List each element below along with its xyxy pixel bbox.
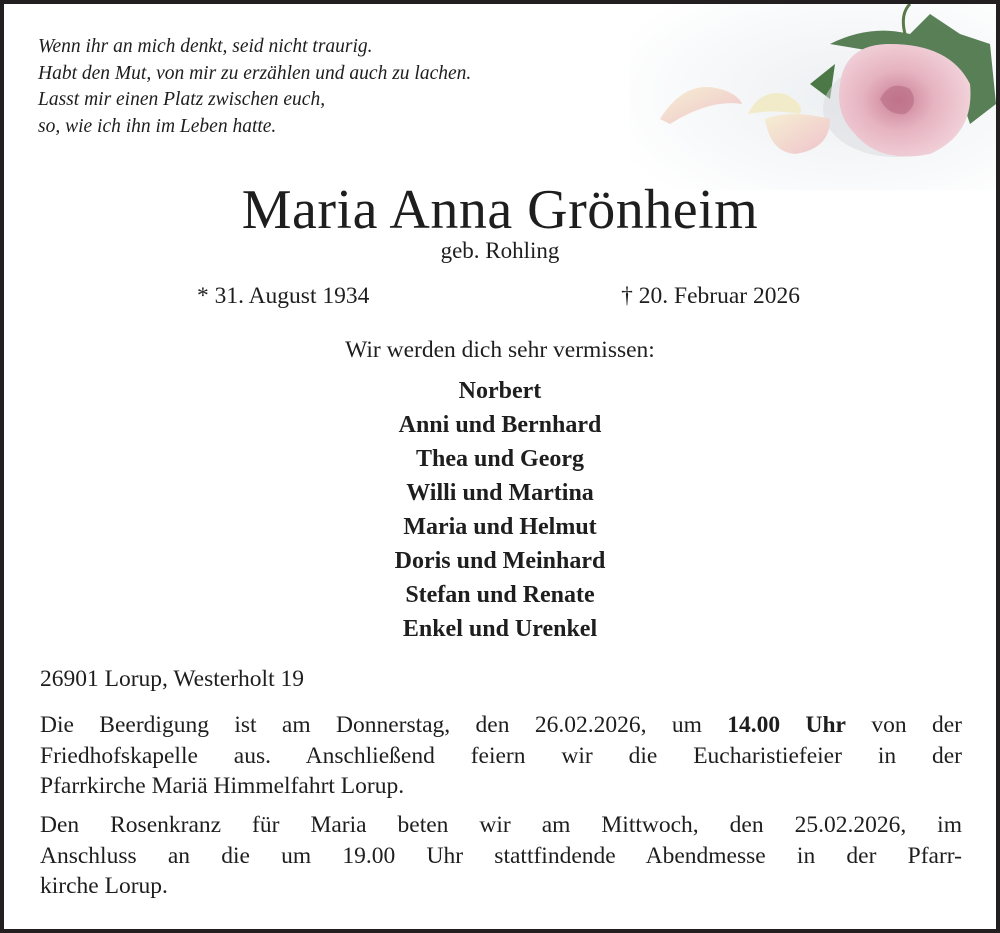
poem-line: Lasst mir einen Platz zwischen euch,: [38, 89, 326, 111]
funeral-paragraph: [40, 710, 962, 802]
mourner: Doris und Meinhard: [394, 548, 606, 574]
mourner: Norbert: [458, 378, 542, 404]
funeral-line: Pfarrkirche Mariä Himmelfahrt Lorup.: [40, 773, 405, 799]
death-date: † 20. Februar 2026: [621, 283, 800, 309]
poem-line: Habt den Mut, von mir zu erzählen und auch zu lachen.: [38, 62, 472, 84]
rosary-line: kirche Lorup.: [40, 873, 168, 899]
rosary-line: Den Rosenkranz für Maria beten wir am Mittwoch, den 25.02.2026, im: [40, 812, 962, 838]
funeral-line: [40, 710, 962, 741]
mourner: Maria und Helmut: [403, 514, 597, 540]
mourner: Enkel und Urenkel: [402, 616, 598, 642]
mourners-list: [0, 374, 1000, 646]
funeral-text: von der: [871, 712, 962, 738]
poem-line: Wenn ihr an mich denkt, seid nicht traurig.: [38, 36, 373, 57]
mourner: Anni und Bernhard: [398, 412, 602, 438]
mourner: Thea und Georg: [415, 446, 585, 472]
rosary-paragraph: [40, 810, 962, 902]
address: 26901 Lorup, Westerholt 19: [40, 666, 304, 692]
funeral-line: Friedhofskapelle aus. Anschließend feiern wir die Eucharistiefeier in der: [40, 742, 962, 769]
rosary-line: Anschluss an die um 19.00 Uhr stattfindende Abendmesse in der Pfarr-: [40, 842, 962, 869]
mourner: Stefan und Renate: [405, 582, 595, 608]
poem: [38, 34, 471, 141]
maiden-name: geb. Rohling: [440, 238, 560, 263]
poem-line: so, wie ich ihn im Leben hatte.: [38, 116, 277, 138]
rose-image: [630, 4, 996, 190]
mourners-intro: Wir werden dich sehr vermissen:: [345, 337, 655, 363]
funeral-text: Die Beerdigung ist am Donnerstag, den 26.02.2026, um: [40, 712, 702, 738]
mourner: Willi und Martina: [406, 480, 594, 506]
deceased-name: Maria Anna Grönheim: [241, 179, 759, 241]
birth-date: * 31. August 1934: [197, 283, 370, 309]
funeral-time: 14.00 Uhr: [727, 712, 846, 738]
